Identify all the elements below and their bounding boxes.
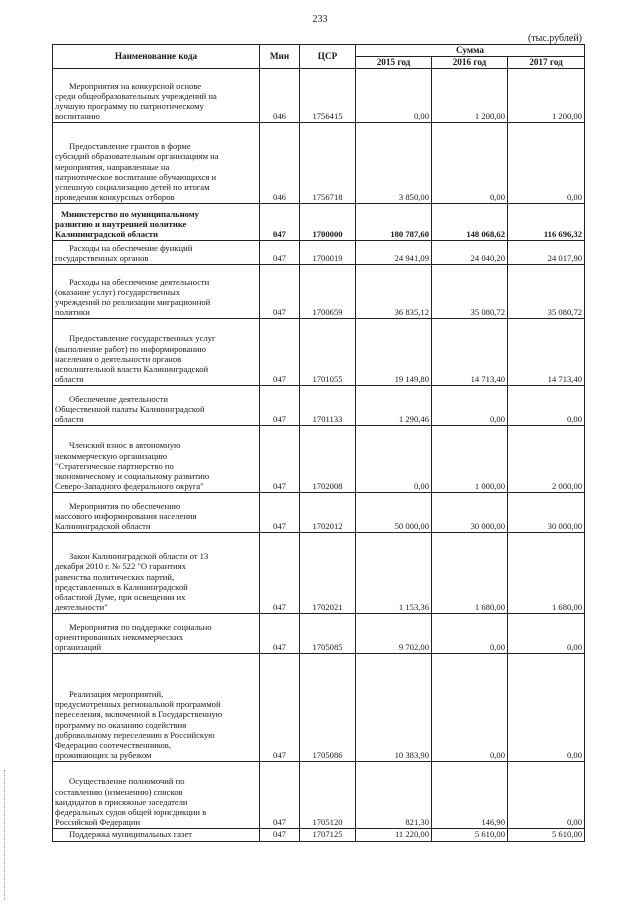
row-sum-2017: 1 680,00 [551, 602, 583, 613]
row-sum-2017: 24 017,90 [547, 253, 583, 264]
row-name: Предоставление грантов в форме субсидий образовательным организациям на мероприятия, направленные на патриотическое воспитание обучающихся и успешную социализацию детей по итогам проведения конкурсных отборов [55, 141, 219, 203]
row-name: Расходы на обеспечение деятельности (оказание услуг) государственных учреждений по реализации миграционной политики [55, 276, 211, 318]
row-ministry-code: 047 [273, 307, 286, 318]
row-name: Расходы на обеспечение функций государственных органов [55, 243, 193, 264]
table-row [53, 654, 585, 762]
row-sum-2016: 0,00 [489, 192, 505, 203]
header-ministry: Мин [260, 45, 300, 69]
row-sum-2016: 1 680,00 [474, 602, 505, 613]
row-sum-2015: 9 702,00 [398, 642, 429, 653]
table-row [53, 614, 585, 654]
row-name: Мероприятия по поддержке социально ориентированных некоммерческих организаций [55, 621, 212, 653]
row-sum-2016: 148 068,62 [466, 229, 505, 240]
row-name: Поддержка муниципальных газет [69, 829, 193, 840]
row-name: Мероприятия по обеспечению массового информирования населения Калининградской области [55, 500, 197, 532]
row-ministry-code: 047 [273, 829, 286, 840]
row-ministry-code: 047 [273, 229, 286, 240]
row-sum-2017: 1 200,00 [551, 111, 583, 122]
row-sum-2015: 1 153,36 [398, 602, 429, 613]
row-ministry-code: 047 [273, 642, 286, 653]
table-row [53, 319, 585, 386]
row-csr-code: 1702021 [312, 602, 343, 613]
row-csr-code: 1700000 [312, 229, 343, 240]
header-year-2017: 2017 год [508, 57, 585, 69]
row-sum-2015: 0,00 [413, 481, 429, 492]
row-ministry-code: 047 [273, 750, 286, 761]
row-sum-2017: 0,00 [566, 192, 583, 203]
table-row [53, 204, 585, 241]
row-csr-code: 1705120 [312, 817, 343, 828]
row-sum-2016: 14 713,40 [470, 374, 505, 385]
row-sum-2017: 2 000,00 [551, 481, 583, 492]
row-sum-2017: 0,00 [566, 817, 583, 828]
row-sum-2015: 11 220,00 [394, 829, 429, 840]
row-ministry-code: 047 [273, 521, 286, 532]
row-sum-2015: 10 383,90 [394, 750, 429, 761]
row-csr-code: 1702012 [312, 521, 343, 532]
row-sum-2016: 0,00 [489, 414, 505, 425]
row-sum-2017: 0,00 [566, 750, 583, 761]
row-csr-code: 1700019 [312, 253, 343, 264]
row-sum-2015: 50 000,00 [394, 521, 429, 532]
row-sum-2017: 14 713,40 [547, 374, 583, 385]
row-csr-code: 1700659 [312, 307, 343, 318]
header-csr: ЦСР [300, 45, 356, 69]
row-csr-code: 1705086 [312, 750, 343, 761]
row-sum-2015: 1 290,46 [398, 414, 429, 425]
row-csr-code: 1756718 [312, 192, 343, 203]
row-csr-code: 1756415 [312, 111, 343, 122]
row-sum-2015: 36 835,12 [394, 307, 429, 318]
row-sum-2017: 35 080,72 [547, 307, 583, 318]
table-row [53, 493, 585, 533]
units-label: (тыс.рублей) [527, 33, 582, 44]
row-sum-2017: 5 610,00 [551, 829, 583, 840]
row-csr-code: 1707125 [312, 829, 343, 840]
row-ministry-code: 047 [273, 253, 286, 264]
row-sum-2016: 30 000,00 [470, 521, 505, 532]
row-sum-2016: 1 200,00 [474, 111, 505, 122]
header-year-2015: 2015 год [356, 57, 432, 69]
scan-edge-marks [4, 770, 5, 900]
row-ministry-code: 047 [273, 374, 286, 385]
table-body [53, 69, 585, 841]
row-ministry-code: 047 [273, 602, 286, 613]
row-sum-2017: 116 696,32 [543, 229, 583, 240]
table-row [53, 69, 585, 123]
row-ministry-code: 046 [273, 192, 286, 203]
row-name: Закон Калининградской области от 13 декабря 2010 г. № 522 "О гарантиях равенства политических партий, представленных в Калининградской областной Думе, при освещении их деятельности" [55, 551, 209, 613]
row-name: Членский взнос в автономную некоммерческую организацию "Стратегическое партнерство по экономическому и социальному развитию Северо-Западного федерального округа" [55, 440, 210, 492]
row-name: Реализация мероприятий, предусмотренных региональной программой переселения, включенной в Государственную программу по оказанию содействия добровольному переселению в Российскую Федерацию соотечественников, проживающих за рубежом [55, 688, 223, 761]
row-name: Мероприятия на конкурсной основе среди общеобразовательных учреждений на лучшую программу по патриотическому воспитанию [55, 80, 217, 122]
table-row [53, 386, 585, 426]
row-sum-2016: 35 080,72 [470, 307, 505, 318]
row-name: Предоставление государственных услуг (выполнение работ) по информированию населения о деятельности органов исполнительной власти Калининградской области [55, 333, 216, 385]
table-row [53, 533, 585, 614]
row-ministry-code: 047 [273, 817, 286, 828]
row-sum-2016: 24 040,20 [470, 253, 505, 264]
row-csr-code: 1705085 [312, 642, 343, 653]
table-row [53, 426, 585, 493]
table-row [53, 123, 585, 204]
table-row [53, 265, 585, 319]
page-number: 233 [312, 14, 328, 25]
row-sum-2015: 3 850,00 [398, 192, 429, 203]
row-name: Осуществление полномочий по составлению (изменению) списков кандидатов в присяжные заседатели федеральных судов общей юрисдикции в Российской Федерации [55, 776, 207, 828]
header-sum: Сумма [356, 45, 585, 57]
row-sum-2015: 19 149,80 [394, 374, 429, 385]
row-sum-2015: 821,30 [405, 817, 429, 828]
row-ministry-code: 047 [273, 481, 286, 492]
row-sum-2015: 24 941,09 [394, 253, 429, 264]
table-row [53, 241, 585, 265]
row-sum-2016: 0,00 [489, 750, 505, 761]
table-row [53, 762, 585, 829]
row-sum-2017: 30 000,00 [547, 521, 583, 532]
row-sum-2015: 0,00 [413, 111, 429, 122]
header-year-2016: 2016 год [432, 57, 508, 69]
row-csr-code: 1701055 [312, 374, 343, 385]
row-csr-code: 1702008 [312, 481, 343, 492]
table-row [53, 829, 585, 841]
row-sum-2017: 0,00 [566, 642, 583, 653]
row-sum-2016: 0,00 [489, 642, 505, 653]
row-sum-2016: 5 610,00 [474, 829, 505, 840]
budget-table [52, 44, 585, 842]
row-sum-2015: 180 787,60 [390, 229, 429, 240]
row-ministry-code: 046 [273, 111, 286, 122]
header-name: Наименование кода [53, 45, 260, 69]
row-name: Министерство по муниципальному развитию и внутренней политике Калининградской области [55, 208, 199, 240]
row-name: Обеспечение деятельности Общественной палаты Калининградской области [55, 393, 205, 425]
row-sum-2017: 0,00 [566, 414, 583, 425]
row-ministry-code: 047 [273, 414, 286, 425]
row-sum-2016: 146,90 [481, 817, 505, 828]
row-sum-2016: 1 000,00 [474, 481, 505, 492]
row-csr-code: 1701133 [312, 414, 343, 425]
